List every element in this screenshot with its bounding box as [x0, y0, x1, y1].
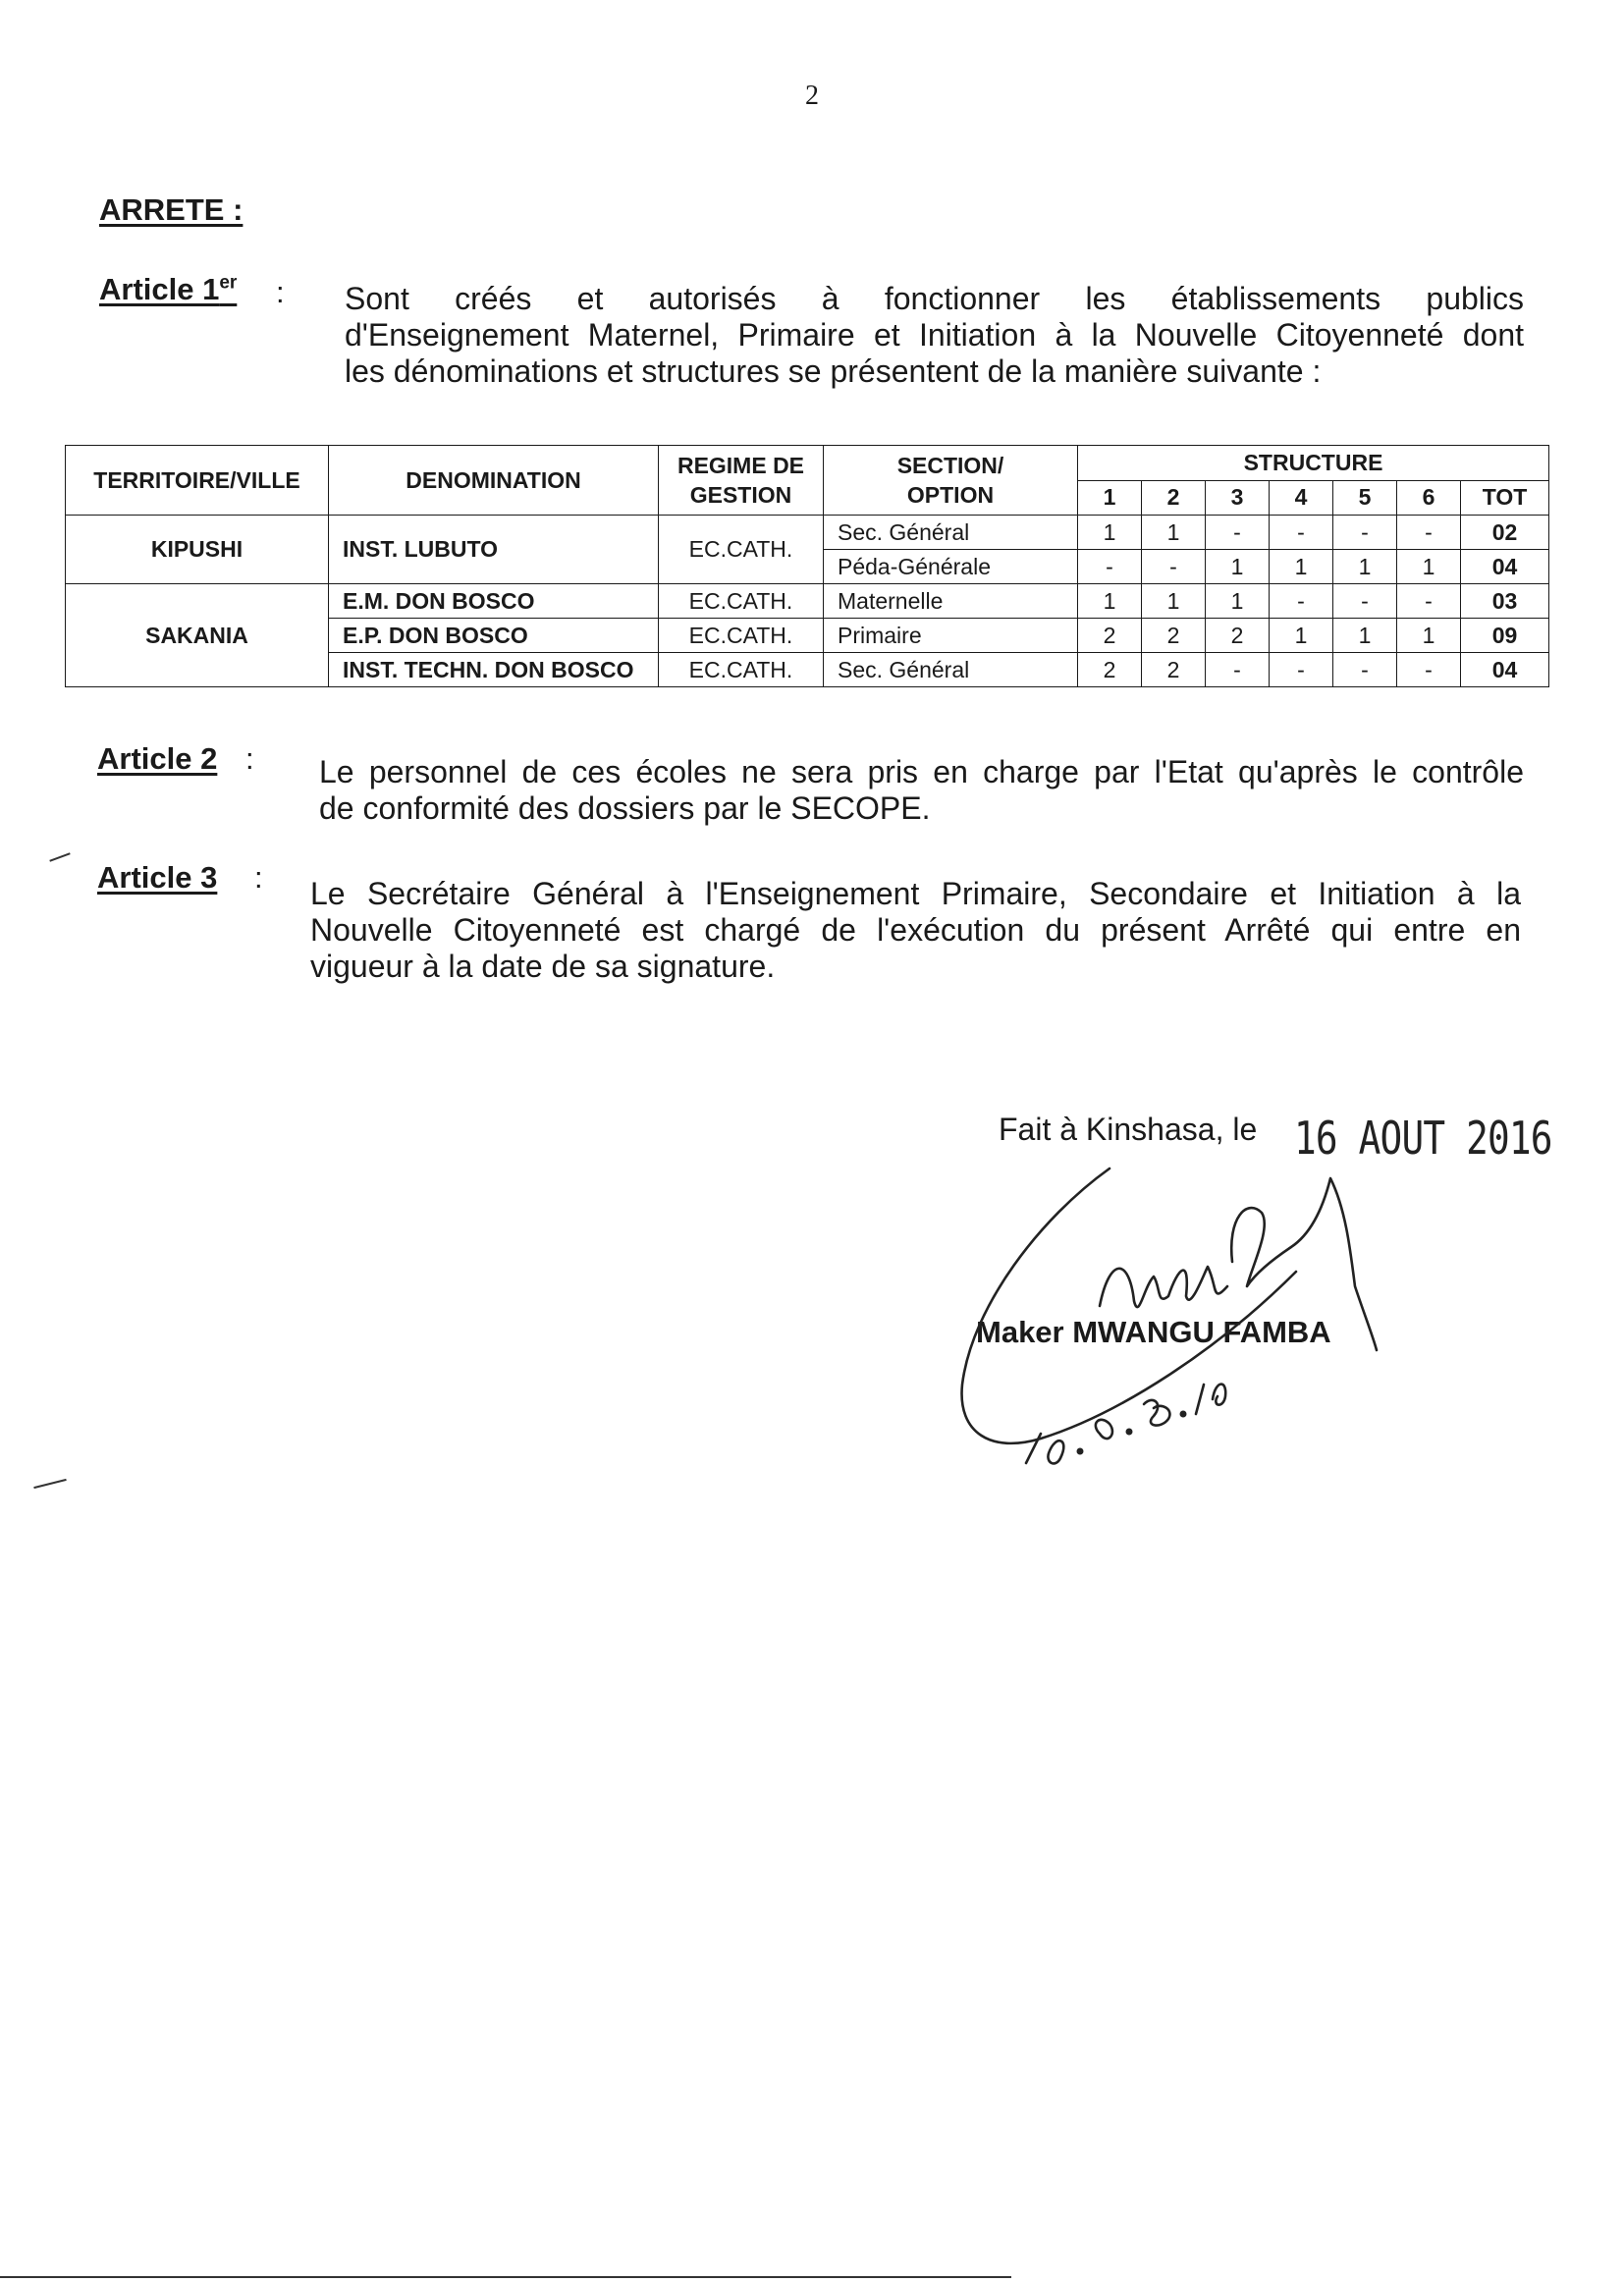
table-row: [66, 584, 1549, 619]
scan-mark: [49, 852, 70, 861]
article-2-colon: :: [245, 741, 254, 776]
article-1-line: les dénominations et structures se présentent de la manière suivante :: [345, 353, 1322, 389]
value-cell: -: [1333, 516, 1397, 550]
header-col-2: 2: [1142, 480, 1206, 516]
page-number: 2: [805, 81, 819, 111]
value-cell: 1: [1078, 584, 1142, 619]
header-col-6: 6: [1397, 480, 1461, 516]
header-regime: [659, 446, 824, 516]
regime-cell: EC.CATH.: [659, 653, 824, 687]
value-cell: 2: [1206, 619, 1270, 653]
section-cell: Primaire: [824, 619, 1078, 653]
value-cell: -: [1206, 516, 1270, 550]
header-col-tot: TOT: [1461, 480, 1549, 516]
value-cell: 1: [1206, 584, 1270, 619]
scan-mark: [33, 1479, 66, 1489]
value-cell: 1: [1333, 550, 1397, 584]
article-1-label-text: Article 1: [99, 272, 220, 306]
header-regime-line2: GESTION: [689, 482, 792, 508]
value-cell: -: [1397, 653, 1461, 687]
denomination-cell: INST. TECHN. DON BOSCO: [329, 653, 659, 687]
header-regime-line1: REGIME DE: [677, 453, 805, 478]
article-3-label: Article 3: [97, 860, 218, 895]
header-col-5: 5: [1333, 480, 1397, 516]
denomination-cell: INST. LUBUTO: [329, 516, 659, 584]
article-2-line: de conformité des dossiers par le SECOPE.: [319, 790, 931, 826]
article-1-line: d'Enseignement Maternel, Primaire et Initiation à la Nouvelle Citoyenneté dont: [345, 317, 1524, 353]
signer-name: Maker MWANGU FAMBA: [976, 1315, 1331, 1349]
header-section-line1: SECTION/: [896, 453, 1004, 478]
value-cell: 1: [1397, 619, 1461, 653]
schools-structure-table: [65, 445, 1549, 687]
header-structure: STRUCTURE: [1078, 446, 1549, 481]
denomination-cell: E.M. DON BOSCO: [329, 584, 659, 619]
article-1-line: Sont créés et autorisés à fonctionner les établissements publics: [345, 281, 1524, 316]
article-2-label: Article 2: [97, 741, 218, 776]
value-cell: -: [1397, 516, 1461, 550]
article-3-line: Le Secrétaire Général à l'Enseignement Primaire, Secondaire et Initiation à la: [310, 876, 1521, 911]
header-col-3: 3: [1206, 480, 1270, 516]
table-row: [66, 516, 1549, 550]
regime-cell: EC.CATH.: [659, 516, 824, 584]
total-cell: 04: [1461, 550, 1549, 584]
value-cell: 1: [1333, 619, 1397, 653]
total-cell: 02: [1461, 516, 1549, 550]
total-cell: 09: [1461, 619, 1549, 653]
value-cell: 2: [1078, 619, 1142, 653]
value-cell: -: [1270, 516, 1333, 550]
value-cell: 1: [1270, 550, 1333, 584]
handwritten-signature: [933, 1139, 1384, 1512]
article-1-text: [345, 281, 1524, 390]
section-cell: Sec. Général: [824, 516, 1078, 550]
denomination-cell: E.P. DON BOSCO: [329, 619, 659, 653]
value-cell: 1: [1142, 516, 1206, 550]
value-cell: 2: [1142, 653, 1206, 687]
value-cell: 1: [1270, 619, 1333, 653]
regime-cell: EC.CATH.: [659, 584, 824, 619]
article-3-line: vigueur à la date de sa signature.: [310, 949, 776, 984]
header-section-line2: OPTION: [906, 482, 995, 508]
value-cell: -: [1206, 653, 1270, 687]
header-col-4: 4: [1270, 480, 1333, 516]
date-stamp: 16 AOUT 2016: [1294, 1112, 1552, 1165]
value-cell: 1: [1142, 584, 1206, 619]
value-cell: 1: [1206, 550, 1270, 584]
place-and-date-line: Fait à Kinshasa, le: [999, 1112, 1258, 1147]
article-1-colon: :: [276, 275, 285, 309]
header-col-1: 1: [1078, 480, 1142, 516]
value-cell: 1: [1397, 550, 1461, 584]
header-section: [824, 446, 1078, 516]
value-cell: -: [1270, 653, 1333, 687]
article-1-label: [99, 272, 237, 307]
value-cell: -: [1078, 550, 1142, 584]
header-territoire: TERRITOIRE/VILLE: [66, 446, 329, 516]
section-cell: Maternelle: [824, 584, 1078, 619]
value-cell: 2: [1142, 619, 1206, 653]
value-cell: -: [1397, 584, 1461, 619]
value-cell: -: [1270, 584, 1333, 619]
article-3-colon: :: [254, 860, 263, 895]
regime-cell: EC.CATH.: [659, 619, 824, 653]
territoire-cell: SAKANIA: [66, 584, 329, 687]
total-cell: 03: [1461, 584, 1549, 619]
value-cell: 1: [1078, 516, 1142, 550]
header-denomination: DENOMINATION: [329, 446, 659, 516]
article-3-text: [310, 876, 1521, 985]
total-cell: 04: [1461, 653, 1549, 687]
territoire-cell: KIPUSHI: [66, 516, 329, 584]
article-1-label-sup: er: [219, 272, 238, 294]
value-cell: 2: [1078, 653, 1142, 687]
article-2-line: Le personnel de ces écoles ne sera pris en charge par l'Etat qu'après le contrôle: [319, 754, 1524, 789]
decree-heading: ARRETE :: [99, 192, 244, 227]
section-cell: Péda-Générale: [824, 550, 1078, 584]
value-cell: -: [1333, 653, 1397, 687]
article-2-text: [319, 754, 1524, 827]
bottom-rule: [0, 2276, 1011, 2278]
article-3-line: Nouvelle Citoyenneté est chargé de l'exécution du présent Arrêté qui entre en: [310, 912, 1521, 948]
value-cell: -: [1142, 550, 1206, 584]
section-cell: Sec. Général: [824, 653, 1078, 687]
value-cell: -: [1333, 584, 1397, 619]
